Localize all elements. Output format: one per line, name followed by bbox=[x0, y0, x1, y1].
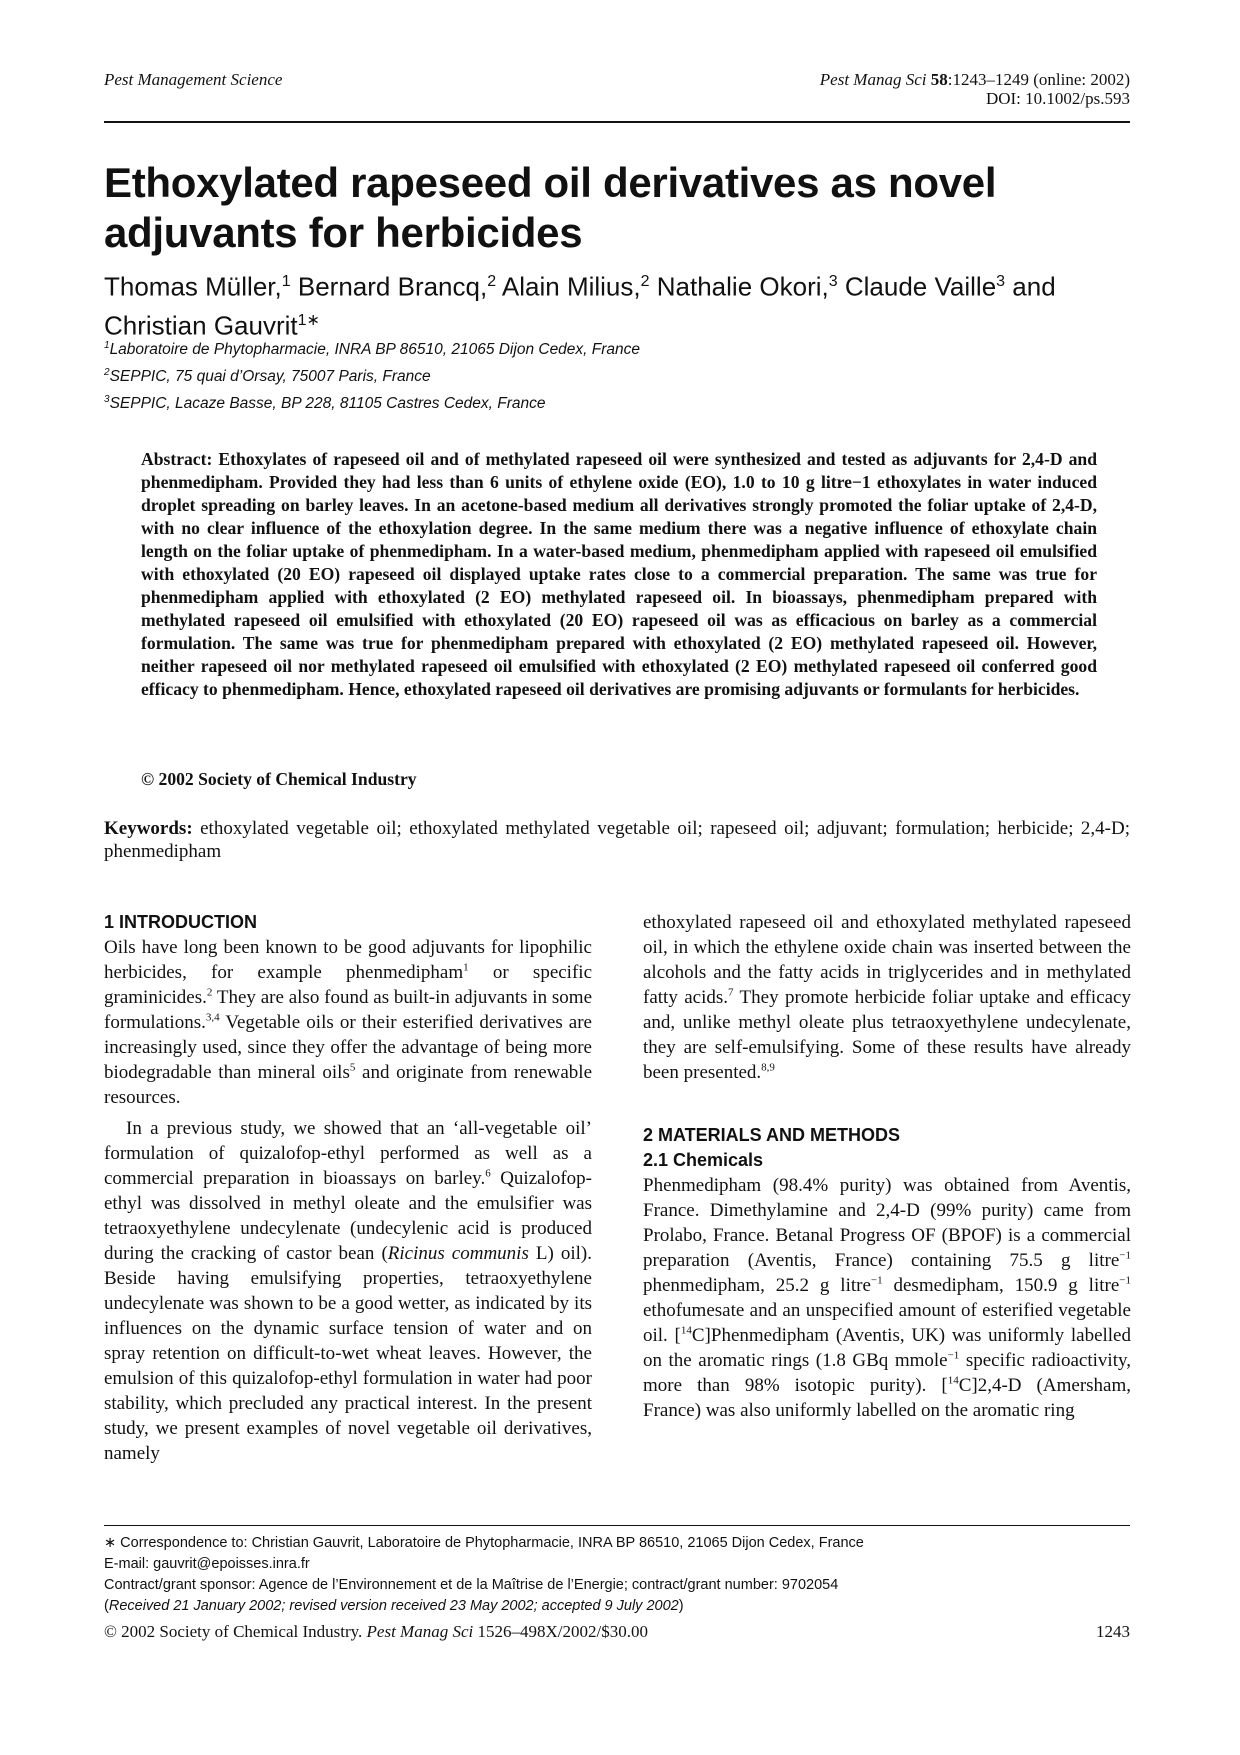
superscript: −1 bbox=[870, 1274, 883, 1287]
author-name: and Christian Gauvrit bbox=[104, 271, 1056, 341]
affiliation-mark: 2 bbox=[104, 367, 110, 379]
paragraph: ethoxylated rapeseed oil and ethoxylated methylated rapeseed oil, in which the ethylene oxide chain was inserted between the alcohols and the fatty acids in triglycerides and in methylated fatty acids.$^7$ They promote herbicide foliar uptake and efficacy and, unlike methyl oleate plus tetraoxyethylene undecylenate, they are self-emulsifying. Some of these results have already been presented.$^{8,9}$ bbox=[643, 912, 1131, 1083]
journal-citation bbox=[820, 70, 1130, 108]
affiliation bbox=[104, 334, 640, 361]
reference-mark[interactable]: 7 bbox=[728, 986, 734, 999]
author-name: Claude Vaille bbox=[844, 271, 997, 302]
author-affiliation-mark: 2 bbox=[640, 273, 650, 290]
affiliation-text: SEPPIC, 75 quai d’Orsay, 75007 Paris, France bbox=[109, 368, 431, 386]
footnotes bbox=[104, 1533, 864, 1617]
superscript: −1 bbox=[1119, 1274, 1131, 1287]
author-affiliation-mark: 2 bbox=[487, 273, 497, 290]
superscript: −1 bbox=[947, 1349, 960, 1362]
superscript: −1 bbox=[1119, 1249, 1131, 1262]
author-affiliation-mark: 3 bbox=[996, 273, 1006, 290]
author-name: Nathalie Okori, bbox=[656, 271, 829, 302]
right-column bbox=[643, 910, 1131, 1423]
paragraph: In a previous study, we showed that an ‘all-vegetable oil’ formulation of quizalofop-ethyl performed as well as a commercial preparation in bioassays on barley.$^6$ Quizalofop-ethyl was dissolved in methyl oleate and the emulsifier was tetraoxyethylene undecylenate (undecylenic acid is produced during the cracking of castor bean (Ricinus communis L) oil). Beside having emulsifying properties, tetraoxyethylene undecylenate was shown to be a good wetter, as indicated by its influences on the dynamic surface tension of water and on spray retention on difficult-to-wet wheat leaves. However, the emulsion of this quizalofop-ethyl formulation in water had poor stability, which precluded any practical interest. In the present study, we present examples of novel vegetable oil derivatives, namely bbox=[104, 1118, 592, 1464]
footer-journal: Pest Manag Sci bbox=[366, 1622, 474, 1641]
abstract-copyright: © 2002 Society of Chemical Industry bbox=[141, 769, 417, 789]
footer-copyright: © 2002 Society of Chemical Industry. bbox=[104, 1622, 363, 1641]
section-heading-introduction: 1 INTRODUCTION bbox=[104, 912, 257, 932]
reference-mark[interactable]: 3,4 bbox=[205, 1011, 220, 1024]
article-title: Ethoxylated rapeseed oil derivatives as novel adjuvants for herbicides bbox=[104, 159, 997, 256]
affiliation-mark: 3 bbox=[104, 394, 110, 406]
received-note: (Received 21 January 2002; revised version received 23 May 2002; accepted 9 July 2002) bbox=[104, 1598, 684, 1614]
reference-mark[interactable]: 2 bbox=[206, 986, 213, 999]
subsection-heading-chemicals: 2.1 Chemicals bbox=[643, 1150, 764, 1170]
affiliation-text: Laboratoire de Phytopharmacie, INRA BP 86510, 21065 Dijon Cedex, France bbox=[109, 341, 641, 359]
footnote-divider bbox=[104, 1525, 1130, 1526]
citation-pages: :1243–1249 (online: 2002) bbox=[947, 70, 1130, 89]
affiliation bbox=[104, 361, 640, 388]
keywords-text: ethoxylated vegetable oil; ethoxylated methylated vegetable oil; rapeseed oil; adjuvant; formulation; herbicide; 2,4-D; phenmedipham bbox=[104, 818, 1130, 862]
reference-mark[interactable]: 8,9 bbox=[761, 1061, 775, 1074]
received-dates: Received 21 January 2002; revised version received 23 May 2002; accepted 9 July 2002 bbox=[108, 1598, 679, 1614]
reference-mark[interactable]: 5 bbox=[349, 1061, 356, 1074]
email-note[interactable]: E-mail: gauvrit@epoisses.inra.fr bbox=[104, 1556, 310, 1572]
doi: DOI: 10.1002/ps.593 bbox=[985, 89, 1130, 108]
page-number: 1243 bbox=[1096, 1622, 1130, 1641]
header-divider bbox=[104, 121, 1130, 123]
paragraph: Phenmedipham (98.4% purity) was obtained from Aventis, France. Dimethylamine and 2,4-D (99% purity) came from Prolabo, France. Betanal Progress OF (BPOF) is a commercial preparation (Aventis, France) containing 75.5 g litre$^{-1}$ phenmedipham, 25.2 g litre$^{-1}$ desmedipham, 150.9 g litre$^{-1}$ ethofumesate and an unspecified amount of esterified vegetable oil. [$^{14}$C]Phenmedipham (Aventis, UK) was uniformly labelled on the aromatic rings (1.8 GBq mmole$^{-1}$ specific radioactivity, more than 98% isotopic purity). [$^{14}$C]2,4-D (Amersham, France) was also uniformly labelled on the aromatic ring bbox=[643, 1175, 1131, 1421]
affiliation-text: SEPPIC, Lacaze Basse, BP 228, 81105 Castres Cedex, France bbox=[109, 395, 546, 413]
section-heading-methods: 2 MATERIALS AND METHODS bbox=[643, 1125, 901, 1145]
author-affiliation-mark: 3 bbox=[828, 273, 838, 290]
paragraph: Oils have long been known to be good adjuvants for lipophilic herbicides, for example phenmedipham$^1$ or specific graminicides.$^2$ They are also found as built-in adjuvants in some formulations.$^{3,4}$ Vegetable oils or their esterified derivatives are increasingly used, since they offer the advantage of being more biodegradable than mineral oils$^5$ and originate from renewable resources. bbox=[104, 937, 593, 1108]
page-footer-copyright bbox=[104, 1622, 648, 1642]
author-affiliation-mark: 1 bbox=[281, 273, 291, 290]
reference-mark[interactable]: 6 bbox=[485, 1167, 491, 1180]
left-column bbox=[104, 910, 592, 1466]
footer-issn: 1526–498X/2002/$30.00 bbox=[477, 1622, 648, 1641]
journal-name: Pest Management Science bbox=[104, 70, 283, 89]
affiliation-mark: 1 bbox=[104, 340, 110, 351]
author-list bbox=[104, 265, 1134, 342]
sponsor-note: Contract/grant sponsor: Agence de l’Environnement et de la Maîtrise de l’Energie; contract/grant number: 9702054 bbox=[104, 1577, 839, 1593]
author-name: Alain Milius, bbox=[501, 271, 641, 302]
author-name: Thomas Müller, bbox=[104, 271, 282, 302]
reference-mark[interactable]: 1 bbox=[463, 961, 469, 974]
correspondence-note: ∗ Correspondence to: Christian Gauvrit, Laboratoire de Phytopharmacie, INRA BP 86510, 21065 Dijon Cedex, France bbox=[104, 1535, 864, 1551]
keywords-label: Keywords: bbox=[104, 818, 193, 839]
isotope-mark: 14 bbox=[947, 1374, 959, 1387]
affiliation bbox=[104, 388, 640, 415]
species-name: Ricinus communis bbox=[387, 1243, 529, 1264]
citation-journal: Pest Manag Sci bbox=[819, 70, 927, 89]
citation-volume: 58 bbox=[930, 70, 948, 89]
keywords bbox=[104, 817, 1130, 863]
author-affiliation-mark: 1∗ bbox=[297, 311, 320, 329]
author-name: Bernard Brancq, bbox=[297, 271, 488, 302]
affiliation-list bbox=[104, 334, 640, 415]
abstract: Abstract: Ethoxylates of rapeseed oil and of methylated rapeseed oil were synthesized and tested as adjuvants for 2,4-D and phenmedipham. Provided they had less than 6 units of ethylene oxide (EO), 1.0 to 10 g litre−1 ethoxylates in water induced droplet spreading on barley leaves. In an acetone-based medium all derivatives strongly promoted the foliar uptake of 2,4-D, with no clear influence of the ethoxylation degree. In the same medium there was a negative influence of ethoxylate chain length on the foliar uptake of phenmedipham. In a water-based medium, phenmedipham applied with rapeseed oil emulsified with ethoxylated (20 EO) rapeseed oil displayed uptake rates close to a commercial preparation. The same was true for phenmedipham applied with ethoxylated (2 EO) methylated rapeseed oil. In bioassays, phenmedipham prepared with methylated rapeseed oil emulsified with ethoxylated (20 EO) rapeseed oil was as efficacious on barley as a commercial formulation. The same was true for phenmedipham prepared with ethoxylated (2 EO) methylated rapeseed oil. However, neither rapeseed oil nor methylated rapeseed oil emulsified with ethoxylated (2 EO) methylated rapeseed oil conferred good efficacy to phenmedipham. Hence, ethoxylated rapeseed oil derivatives are promising adjuvants or formulants for herbicides. bbox=[141, 449, 1097, 699]
isotope-mark: 14 bbox=[680, 1324, 692, 1337]
